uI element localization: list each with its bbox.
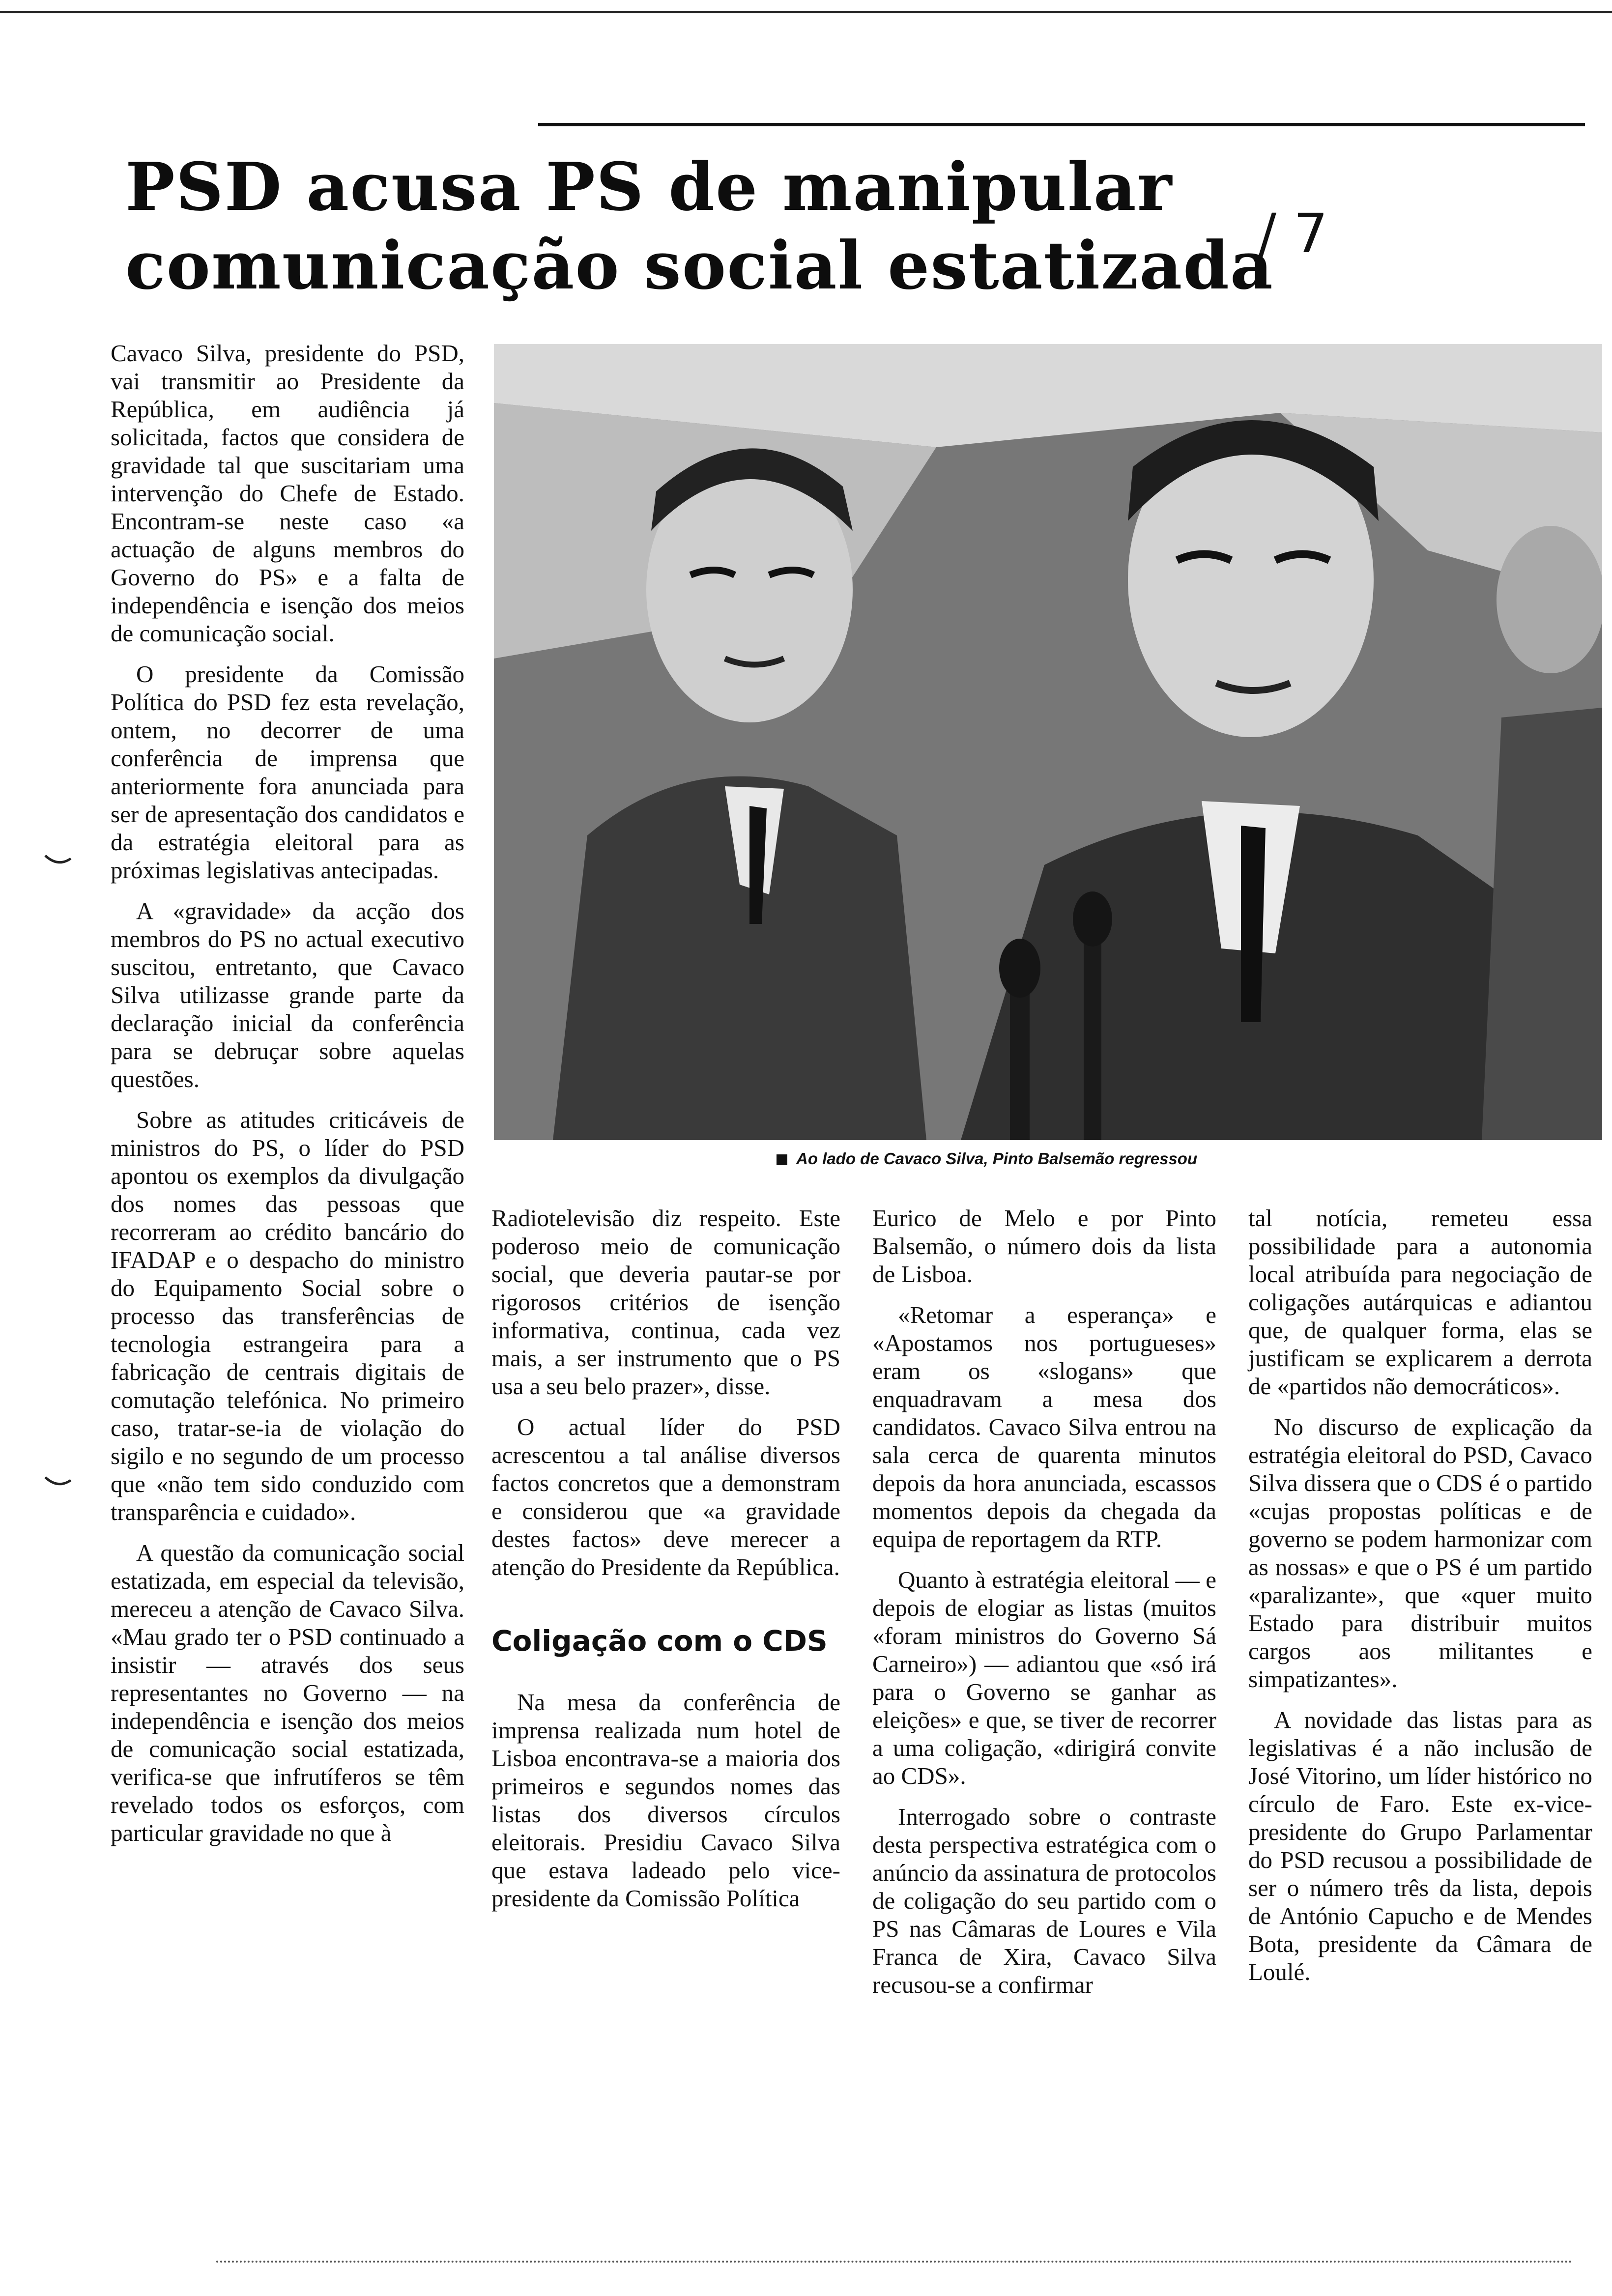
margin-tick-mark <box>43 853 73 867</box>
paragraph: A «gravidade» da acção dos membros do PS no actual executivo suscitou, entretanto, que Cavaco Silva utilizasse grande parte da declaração inicial da conferência para se debruçar sobre aquelas questões. <box>111 897 464 1092</box>
paragraph: Na mesa da conferência de imprensa realizada num hotel de Lisboa encontrava-se a maioria dos primeiros e segundos nomes das listas dos diversos círculos eleitorais. Presidiu Cavaco Silva que estava ladeado pelo vice-presidente da Comissão Política <box>491 1689 840 1912</box>
headline-line-1: PSD acusa PS de manipular <box>125 148 1173 226</box>
photo-caption <box>777 1149 1592 1169</box>
article-column-4 <box>1248 1204 1592 1999</box>
photo-caption-text: Ao lado de Cavaco Silva, Pinto Balsemão regressou <box>796 1149 1198 1168</box>
paragraph: No discurso de explicação da estratégia eleitoral do PSD, Cavaco Silva dissera que o CDS é o partido «cujas propostas políticas e de governo se podem harmonizar com as nossas» e que o PS é um partido «paralizante», que «quer muito Estado para distribuir muitos cargos aos militantes e simpatizantes». <box>1248 1413 1592 1693</box>
paragraph: Eurico de Melo e por Pinto Balsemão, o número dois da lista de Lisboa. <box>872 1205 1216 1288</box>
paragraph: Sobre as atitudes criticáveis de ministros do PS, o líder do PSD apontou os exemplos da divulgação dos nomes das pessoas que recorreram ao crédito bancário do IFADAP e o despacho do ministro do Equipamento Social sobre o processo das transferências de tecnologia estrangeira para a fabricação de centrais digitais de comutação telefónica. No primeiro caso, tratar-se-ia de violação do sigilo e no segundo de um processo que «não tem sido conduzido com transparência e cuidado». <box>111 1106 464 1525</box>
headline <box>125 147 1354 305</box>
headline-rule <box>538 123 1585 126</box>
paragraph: O actual líder do PSD acrescentou a tal análise diversos factos concretos que a demonstram e considerou que «a gravidade destes factos» deve merecer a atenção do Presidente da República. <box>491 1413 840 1580</box>
paragraph: A novidade das listas para as legislativas é a não inclusão de José Vitorino, um líder histórico no círculo de Faro. Este ex-vice-presidente do Grupo Parlamentar do PSD recusou a possibilidade de ser o número três da lista, depois de António Capucho e de Mendes Bota, presidente da Câmara de Loulé. <box>1248 1706 1592 1985</box>
paragraph: Interrogado sobre o contraste desta perspectiva estratégica com o anúncio da assinatura de protocolos de coligação do seu partido com o PS nas Câmaras de Loures e Vila Franca de Xira, Cavaco Silva recusou-se a confirmar <box>872 1803 1216 1998</box>
paragraph: Quanto à estratégia eleitoral — e depois de elogiar as listas (muitos «foram ministros do Governo Sá Carneiro») — adiantou que «só irá para o Governo se ganhar as eleições» e que, se tiver de recorrer a uma coligação, «dirigirá convite ao CDS». <box>872 1566 1216 1789</box>
paragraph: «Retomar a esperança» e «Apostamos nos portugueses» eram os «slogans» que enquadravam a mesa dos candidatos. Cavaco Silva entrou na sala cerca de quarenta minutos depois da hora anunciada, escassos momentos depois da chegada da equipa de reportagem da RTP. <box>872 1301 1216 1552</box>
paragraph: O presidente da Comissão Política do PSD fez esta revelação, ontem, no decorrer de uma conferência de imprensa que anteriormente fora anunciada para ser de apresentação dos candidatos e da estratégia eleitoral para as próximas legislativas antecipadas. <box>111 660 464 884</box>
scan-noise-line <box>216 2261 1573 2267</box>
paragraph: Radiotelevisão diz respeito. Este poderoso meio de comunicação social, que deveria pautar-se por rigorosos critérios de isenção informativa, continua, cada vez mais, a ser instrumento que o PS usa a seu belo prazer», disse. <box>491 1205 840 1400</box>
headline-line-2: comunicação social estatizada <box>125 227 1274 304</box>
handwritten-mark: / 7 <box>1258 202 1328 265</box>
subheading: Coligação com o CDS <box>491 1624 828 1658</box>
margin-tick-mark <box>43 1474 73 1489</box>
article-column-3 <box>872 1204 1216 2011</box>
article-column-2 <box>491 1204 840 1925</box>
article-column-1 <box>111 339 464 1860</box>
paragraph: tal notícia, remeteu essa possibilidade para a autonomia local atribuída para negociação de coligações autárquicas e adiantou que, de qualquer forma, elas se justificam se explicarem a derrota de «partidos não democráticos». <box>1248 1205 1592 1400</box>
page-top-rule <box>0 11 1612 13</box>
paragraph: Cavaco Silva, presidente do PSD, vai transmitir ao Presidente da República, em audiência já solicitada, factos que considera de gravidade tal que suscitariam uma intervenção do Chefe de Estado. Encontram-se neste caso «a actuação de alguns membros do Governo do PS» e a falta de independência e isenção dos meios de comunicação social. <box>111 340 464 647</box>
caption-bullet <box>777 1154 787 1165</box>
photo-illustration <box>494 344 1602 1140</box>
paragraph: A questão da comunicação social estatizada, em especial da televisão, mereceu a atenção de Cavaco Silva. «Mau grado ter o PSD continuado a insistir — através dos seus representantes no Governo — na independência e isenção dos meios de comunicação social estatizada, verifica-se que infrutíferos se têm revelado todos os esforços, com particular gravidade no que à <box>111 1539 464 1846</box>
news-photo <box>494 344 1602 1140</box>
